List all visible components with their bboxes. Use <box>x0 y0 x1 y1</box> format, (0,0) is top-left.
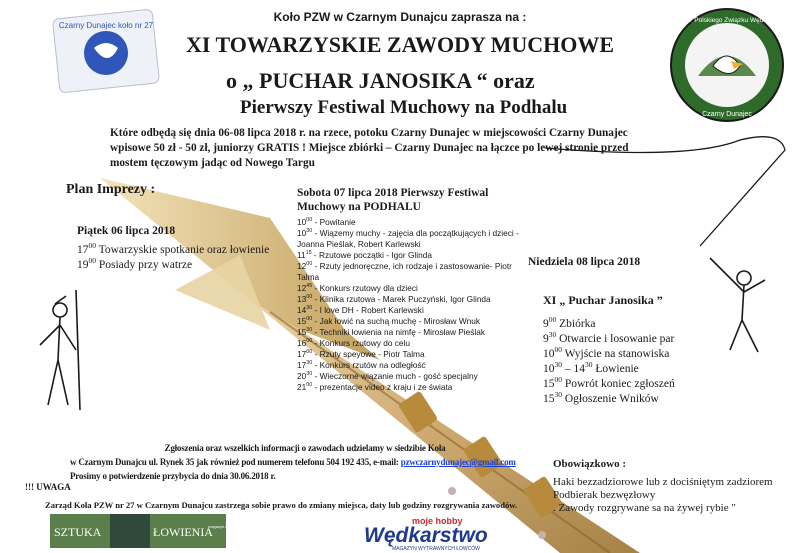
schedule-item: $10^{00}$ - Powitanie <box>297 217 356 227</box>
contact-line: w Czarnym Dunajcu ul. Rynek 35 jak również pod numerem telefonu 504 192 435, e-mail: pzwczarnydunajec@gmail.com <box>70 457 516 467</box>
club-logo-text: Czarny Dunajec koło nr 27 <box>58 21 154 30</box>
schedule-item: $15^{30}$ - Techniki łowienia na nimfę - Mirosław Pieślak <box>297 327 485 337</box>
pzw-emblem-bottom-text: Czarny Dunajec <box>702 111 752 118</box>
schedule-item: $17^{30}$ - Konkurs rzutów na odległość <box>297 360 426 370</box>
schedule-item: $13^{00}$ - Klinika rzutowa - Marek Puczyński, Igor Glinda <box>297 294 491 304</box>
sztuka-lowienia-logo <box>50 514 243 548</box>
event-subtitle: o „ PUCHAR JANOSIKA “ oraz <box>226 68 535 93</box>
svg-text:magazyn muchowy: magazyn muchowy <box>208 524 243 529</box>
schedule-item: $15^{30}$ Ogłoszenie Wników <box>543 390 659 405</box>
disclaimer: Zarząd Koła PZW nr 27 w Czarnym Dunajcu zastrzega sobie prawo do zmiany miejsca, daty lub godziny rozgrywania zawodów. <box>45 500 518 510</box>
contact-info <box>70 441 540 483</box>
schedule-item: $17^{00}$ Towarzyskie spotkanie oraz łowienie <box>77 241 270 256</box>
schedule-item: $15^{00}$ - Jak łowić na suchą muchę - Mirosław Wnuk <box>297 316 481 326</box>
saturday-schedule <box>297 217 519 393</box>
svg-text:ŁOWIENIA: ŁOWIENIA <box>153 525 213 539</box>
event-intro: Które odbędą się dnia 06-08 lipca 2018 r. na rzece, potoku Czarny Dunajec w miejscowości Czarny Dunajec wpisowe 50 zł - 50 zł, juniorzy GRATIS ! Miejsce zbiórki – Czarny Dunajec na łączce po lewej stronie przed mostem tęczowym jadąc od Nowego Targu <box>110 127 629 169</box>
cup-heading: XI „ Puchar Janosika ” <box>543 293 663 307</box>
schedule-item: $9^{30}$ Otwarcie i losowanie par <box>543 330 675 345</box>
sunday-schedule <box>543 317 675 407</box>
mandatory-list <box>553 476 773 515</box>
warning-note: !!! UWAGA <box>25 482 71 492</box>
svg-text:SZTUKA: SZTUKA <box>54 525 102 539</box>
mandatory-item: . Zawody rozgrywane sa na żywej rybie " <box>553 502 736 514</box>
pzw-emblem-text: Koło nr 27 Polskiego Związku Wędkarskiego <box>662 17 792 24</box>
schedule-item: $10^{00}$ Wyjście na stanowiska <box>543 345 670 360</box>
saturday-heading: Sobota 07 lipca 2018 Pierwszy Festiwal Muchowy na PODHALU <box>297 187 489 213</box>
schedule-item: $20^{30}$ - Wieczorne wiązanie much - gość specjalny <box>297 371 478 381</box>
schedule-item: $15^{00}$ Powrót koniec zgłoszeń <box>543 375 675 390</box>
schedule-item: $14^{30}$ - I love DH - Robert Karlewski <box>297 305 424 315</box>
schedule-item: $16^{00}$ - Konkurs rzutowy do celu <box>297 338 410 348</box>
schedule-item: $21^{00}$ - prezentacje video z kraju i ze świata <box>297 382 453 392</box>
svg-text:MAGAZYN WYTRAWNYCH ŁOWCÓW: MAGAZYN WYTRAWNYCH ŁOWCÓW <box>392 546 480 552</box>
schedule-item: $10^{30}$ - Wiązemy muchy - zajęcia dla początkujących i dzieci - Joanna Pieślak, Robert Karlewski <box>297 228 519 249</box>
sunday-heading: Niedziela 08 lipca 2018 <box>528 256 641 268</box>
wedkarstwo-logo <box>362 514 537 552</box>
event-title: XI TOWARZYSKIE ZAWODY MUCHOWE <box>185 32 615 57</box>
schedule-item: $12^{00}$ - Rzuty jednoręczne, ich rodzaje i zastosowanie- Piotr Talma <box>297 261 512 282</box>
festival-title: Pierwszy Festiwal Muchowy na Podhalu <box>240 97 568 118</box>
contact-line: Zgłoszenia oraz wszelkich informacji o zawodach udzielamy w siedzibie Koła <box>164 443 446 453</box>
schedule-item: $17^{00}$ - Rzuty speyowe - Piotr Talma <box>297 349 425 359</box>
mandatory-item: Haki bezzadziorowe lub z dociśniętym zadziorem <box>553 476 773 488</box>
schedule-item: $9^{00}$ Zbiórka <box>543 315 596 330</box>
schedule-item: $10^{30} - 14^{30}$ Łowienie <box>543 360 639 375</box>
schedule-item: $11^{15}$ - Rzutowe początki - Igor Glinda <box>297 250 432 260</box>
confirmation-line: Prosimy o potwierdzenie przybycia do dnia 30.06.2018 r. <box>70 471 276 481</box>
email-link[interactable]: pzwczarnydunajec@gmail.com <box>400 457 516 467</box>
schedule-item: $12^{45}$ - Konkurs rzutowy dla dzieci <box>297 283 418 293</box>
inviter-line: Koło PZW w Czarnym Dunajcu zaprasza na : <box>273 10 527 24</box>
mandatory-item: Podbierak bezwęzłowy <box>553 489 656 501</box>
schedule-item: $19^{00}$ Posiady przy watrze <box>77 256 193 271</box>
friday-schedule <box>77 243 269 273</box>
plan-heading: Plan Imprezy : <box>66 182 156 197</box>
svg-text:Wędkarstwo: Wędkarstwo <box>364 524 488 547</box>
mandatory-heading: Obowiązkowo : <box>553 458 627 470</box>
svg-text:moje hobby: moje hobby <box>412 516 463 526</box>
friday-heading: Piątek 06 lipca 2018 <box>77 225 176 237</box>
